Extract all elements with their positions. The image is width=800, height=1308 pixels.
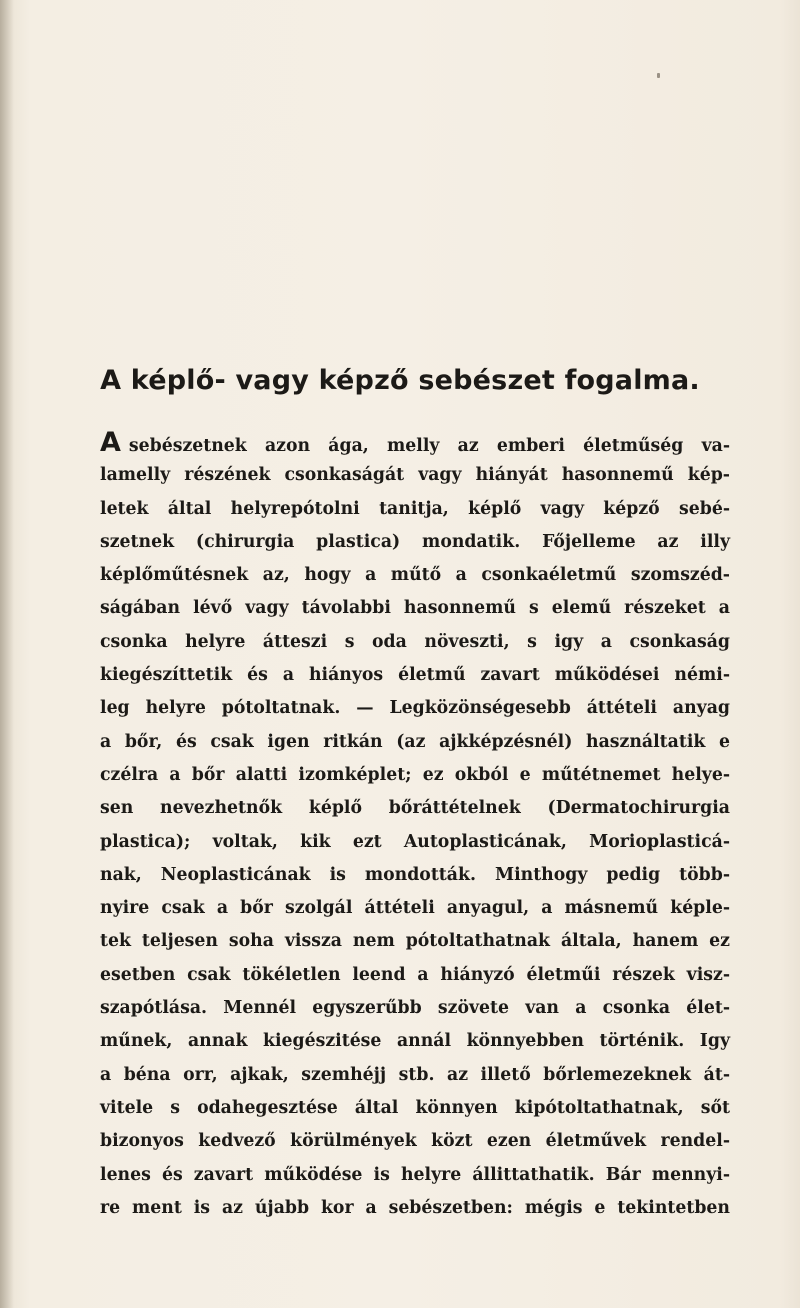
text-line-3: letek által helyrepótolni tanitja, képlő vagy képző sebé-	[100, 498, 730, 519]
text-line-8: kiegészíttetik és a hiányos életmű zavart működései némi-	[100, 665, 730, 686]
text-line-23: lenes és zavart működése is helyre állittathatik. Bár mennyi-	[100, 1164, 730, 1185]
text-line-20: a béna orr, ajkak, szemhéjj stb. az illető bőrlemezeknek át-	[100, 1064, 730, 1085]
text-line-15: nyire csak a bőr szolgál áttételi anyagul, a másnemű képle-	[100, 898, 730, 919]
text-line-17: esetben csak tökéletlen leend a hiányzó életműi részek visz-	[100, 964, 730, 985]
page-gutter-shadow	[0, 0, 14, 1308]
text-line-22: bizonyos kedvező körülmények közt ezen életművek rendel-	[100, 1131, 730, 1152]
chapter-heading: A képlő- vagy képző sebészet fogalma.	[100, 365, 700, 396]
paper-speck	[657, 73, 660, 78]
text-line-2: lamelly részének csonkaságát vagy hiányát hasonnemű kép-	[100, 465, 730, 486]
text-line-1-content: sebészetnek azon ága, melly az emberi életműség va-	[128, 436, 730, 456]
text-line-19: műnek, annak kiegészitése annál könnyebben történik. Igy	[100, 1031, 730, 1052]
text-line-9: leg helyre pótoltatnak. — Legközönségesebb áttételi anyag	[100, 698, 730, 719]
text-line-21: vitele s odahegesztése által könnyen kipótoltathatnak, sőt	[100, 1097, 730, 1118]
drop-cap: A	[100, 427, 121, 458]
text-line-11: czélra a bőr alatti izomképlet; ez okból e műtétnemet helye-	[100, 764, 730, 785]
text-line-18: szapótlása. Mennél egyszerűbb szövete van a csonka élet-	[100, 998, 730, 1019]
text-line-14: nak, Neoplasticának is mondották. Minthogy pedig több-	[100, 864, 730, 885]
text-line-4: szetnek (chirurgia plastica) mondatik. Főjelleme az illy	[100, 531, 730, 552]
text-line-1	[100, 426, 730, 459]
text-line-10: a bőr, és csak igen ritkán (az ajkképzésnél) használtatik e	[100, 731, 730, 752]
text-line-5: képlőműtésnek az, hogy a műtő a csonkaéletmű szomszéd-	[100, 565, 730, 586]
text-line-12: sen nevezhetnők képlő bőráttételnek (Dermatochirurgia	[100, 798, 730, 819]
body-paragraph	[100, 426, 730, 1225]
text-line-16: tek teljesen soha vissza nem pótoltathatnak általa, hanem ez	[100, 931, 730, 952]
text-line-7: csonka helyre átteszi s oda növeszti, s igy a csonkaság	[100, 631, 730, 652]
text-line-13: plastica); voltak, kik ezt Autoplasticának, Morioplasticá-	[100, 831, 730, 852]
text-line-24: re ment is az újabb kor a sebészetben: mégis e tekintetben	[100, 1197, 730, 1218]
text-line-6: ságában lévő vagy távolabbi hasonnemű s elemű részeket a	[100, 598, 730, 619]
